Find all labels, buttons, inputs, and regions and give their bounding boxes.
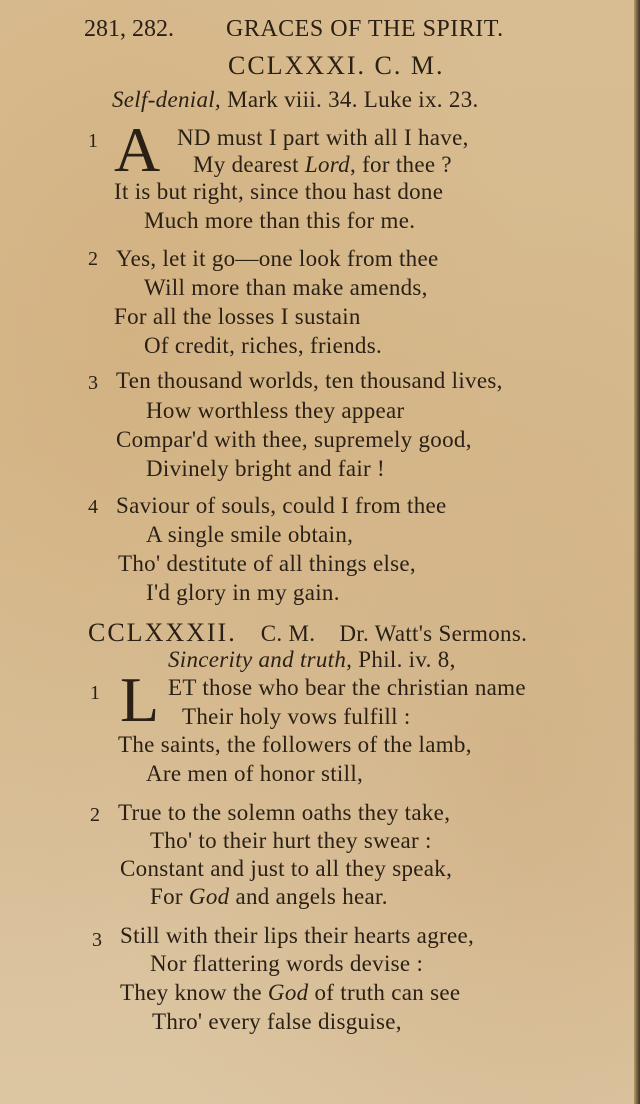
verse-line: Much more than this for me. bbox=[144, 208, 416, 233]
verse-number: 2 bbox=[88, 248, 98, 270]
verse-number: 3 bbox=[88, 372, 98, 394]
verse-line: Still with their lips their hearts agree, bbox=[120, 923, 475, 948]
verse-line: It is but right, since thou hast done bbox=[114, 179, 444, 204]
verse-line: Ten thousand worlds, ten thousand lives, bbox=[116, 368, 503, 393]
verse-line: I'd glory in my gain. bbox=[146, 580, 340, 605]
verse-number: 1 bbox=[88, 130, 98, 152]
verse-line: Thro' every false disguise, bbox=[152, 1009, 402, 1034]
verse-line: Tho' destitute of all things else, bbox=[118, 551, 416, 576]
verse-line: Are men of honor still, bbox=[146, 761, 364, 786]
hymn-heading bbox=[88, 619, 527, 648]
subtitle-references: Mark viii. 34. Luke ix. 23. bbox=[227, 87, 479, 112]
verse-line: ND must I part with all I have, bbox=[177, 125, 469, 150]
verse-line: Nor flattering words devise : bbox=[150, 951, 424, 976]
verse-number: 2 bbox=[90, 804, 100, 826]
hymn-subtitle bbox=[112, 86, 479, 114]
verse-line: Will more than make amends, bbox=[144, 275, 428, 300]
hymn-meter: C. M. bbox=[260, 621, 316, 646]
page-edge bbox=[634, 0, 640, 1104]
verse-number: 4 bbox=[88, 496, 98, 518]
verse-line: Divinely bright and fair ! bbox=[146, 456, 386, 481]
verse-line: For God and angels hear. bbox=[150, 884, 388, 909]
verse-line: Constant and just to all they speak, bbox=[120, 856, 453, 881]
verse-line: How worthless they appear bbox=[146, 398, 405, 423]
subtitle-topic: Self-denial, bbox=[112, 87, 221, 112]
running-title: GRACES OF THE SPIRIT. bbox=[226, 16, 504, 42]
hymn-source: Dr. Watt's Sermons. bbox=[339, 621, 528, 646]
verse-line: ET those who bear the christian name bbox=[168, 675, 526, 700]
verse-line: For all the losses I sustain bbox=[114, 304, 361, 329]
drop-cap: A bbox=[114, 114, 161, 185]
page-numbers: 281, 282. bbox=[84, 16, 174, 42]
verse-line: Tho' to their hurt they swear : bbox=[150, 828, 432, 853]
drop-cap: L bbox=[120, 664, 160, 735]
subtitle-topic: Sincerity and truth, bbox=[168, 647, 353, 672]
verse-line: My dearest Lord, for thee ? bbox=[193, 152, 452, 177]
verse-line: Their holy vows fulfill : bbox=[182, 704, 411, 729]
hymn-number: CCLXXXI. C. M. bbox=[228, 51, 445, 80]
subtitle-references: Phil. iv. 8, bbox=[358, 647, 456, 672]
hymn-subtitle bbox=[168, 646, 456, 674]
verse-line: A single smile obtain, bbox=[146, 522, 354, 547]
verse-number: 1 bbox=[90, 682, 100, 704]
verse-number: 3 bbox=[92, 929, 102, 951]
verse-line: They know the God of truth can see bbox=[120, 980, 461, 1005]
verse-line: Compar'd with thee, supremely good, bbox=[116, 427, 472, 452]
verse-line: True to the solemn oaths they take, bbox=[118, 800, 451, 825]
hymn-number: CCLXXXII. bbox=[88, 618, 237, 647]
verse-line: Saviour of souls, could I from thee bbox=[116, 493, 447, 518]
verse-line: Yes, let it go—one look from thee bbox=[116, 246, 439, 271]
verse-line: The saints, the followers of the lamb, bbox=[118, 732, 472, 757]
verse-line: Of credit, riches, friends. bbox=[144, 333, 383, 358]
